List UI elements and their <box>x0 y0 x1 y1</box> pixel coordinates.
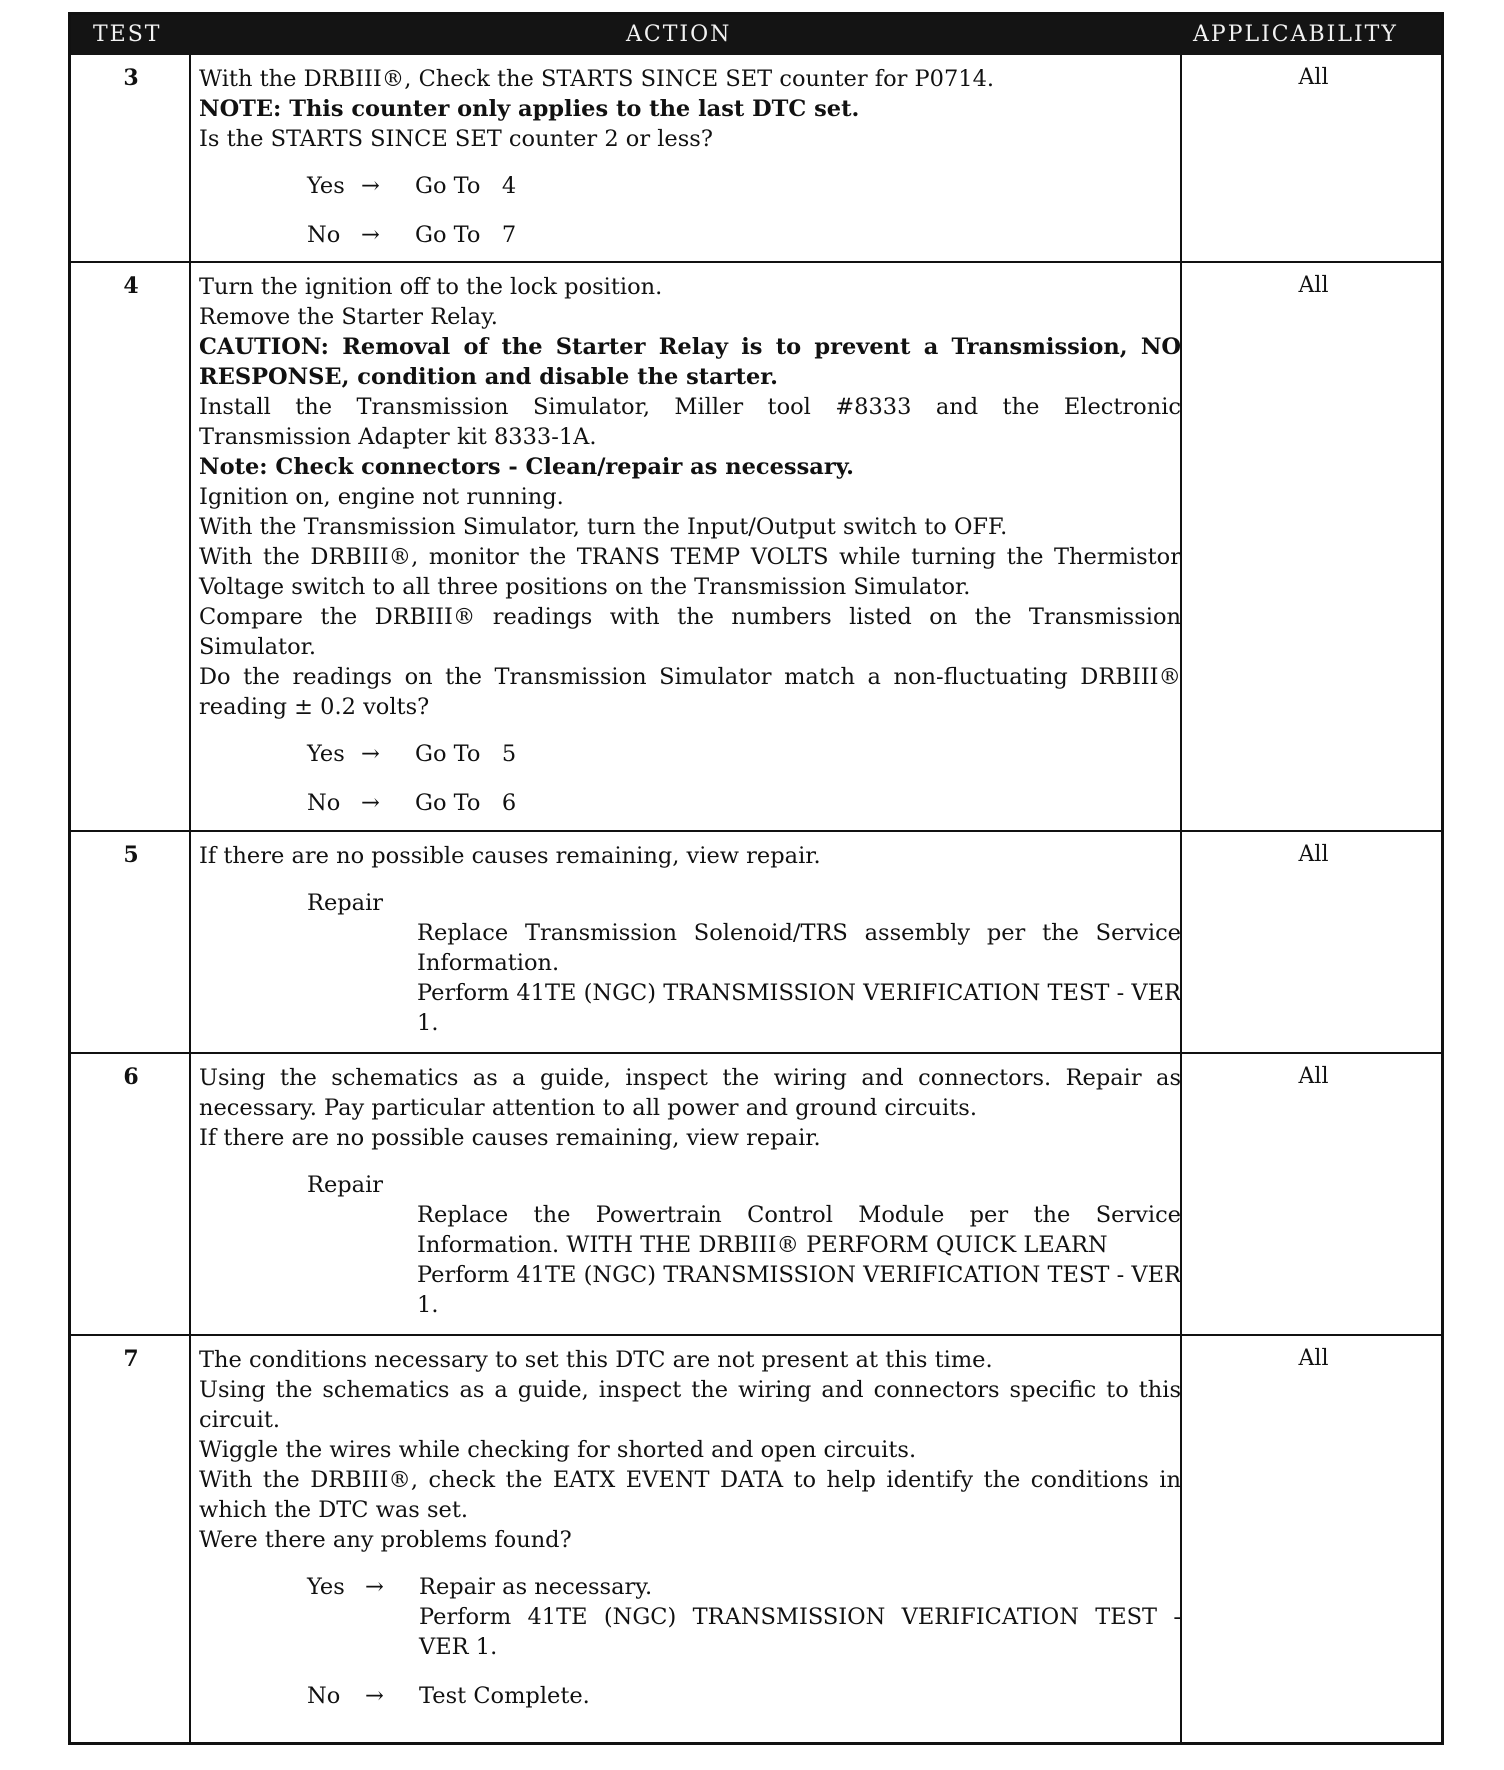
action-cell: If there are no possible causes remaining, view repair. Repair Replace Transmission Solenoid/TRS assembly per the Service Information. Perform 41TE (NGC) TRANSMISSION VERIFICATION TEST - VER 1. <box>199 843 1181 1036</box>
yes-option: Yes → Repair as necessary. Perform 41TE (NGC) TRANSMISSION VERIFICATION TEST - VER 1. <box>307 1574 1181 1660</box>
action-cell: The conditions necessary to set this DTC are not present at this time. Using the schematics as a guide, inspect the wiring and connectors specific to this circuit. Wiggle the wires while checking for shorted and open circuits. With the DRBIII®, check the EATX EVENT DATA to help identify the conditions in which the DTC was set. Were there any problems found? Yes → Repair as necessary. Perform 41TE (NGC) TRANSMISSION VERIFICATION TEST - VER 1. No → Test Complete. <box>199 1347 1181 1709</box>
yes-no-options <box>307 739 1181 837</box>
yes-no-options <box>307 171 1181 269</box>
applicability-cell: All <box>1298 1346 1329 1371</box>
action-cell <box>199 64 1181 269</box>
header-action: ACTION <box>626 22 732 47</box>
applicability-cell: All <box>1298 842 1329 867</box>
action-line: With the DRBIII®, Check the STARTS SINCE SET counter for P0714. <box>199 66 995 92</box>
yes-no-options <box>307 1572 1181 1711</box>
repair-instructions: Replace Transmission Solenoid/TRS assembly per the Service Information. Perform 41TE (NGC) TRANSMISSION VERIFICATION TEST - VER 1. <box>417 920 1181 1036</box>
note-line: Note: Check connectors - Clean/repair as necessary. <box>199 454 854 480</box>
table-row <box>71 261 1441 830</box>
arrow-right-icon: → <box>361 222 380 248</box>
yes-option: Yes → Go To 5 <box>307 741 517 767</box>
yes-option: Yes → Go To 4 <box>307 173 517 199</box>
question-line: Is the STARTS SINCE SET counter 2 or less? <box>199 126 713 152</box>
arrow-right-icon: → <box>361 741 380 767</box>
arrow-right-icon: → <box>361 173 380 199</box>
repair-block <box>307 888 1181 1038</box>
arrow-right-icon: → <box>365 1683 384 1709</box>
table-row <box>71 1334 1441 1742</box>
applicability-cell: All <box>1298 65 1329 90</box>
question-line: Were there any problems found? <box>199 1527 572 1553</box>
table-row <box>71 1052 1441 1334</box>
arrow-right-icon: → <box>365 1574 384 1600</box>
no-option: No → Go To 6 <box>307 790 517 816</box>
test-number: 5 <box>123 842 139 868</box>
table-row <box>71 55 1441 261</box>
test-number: 6 <box>123 1064 139 1090</box>
repair-instructions: Replace the Powertrain Control Module per the Service Information. WITH THE DRBIII® PERFORM QUICK LEARN Perform 41TE (NGC) TRANSMISSION VERIFICATION TEST - VER 1. <box>417 1202 1181 1318</box>
table-row <box>71 830 1441 1052</box>
note-line: NOTE: This counter only applies to the last DTC set. <box>199 96 860 122</box>
header-applicability: APPLICABILITY <box>1193 22 1398 47</box>
diagnostic-table <box>68 12 1444 1745</box>
caution-line: CAUTION: Removal of the Starter Relay is to prevent a Transmission, NO RESPONSE, condition and disable the starter. <box>199 334 1181 390</box>
table-header <box>71 15 1441 55</box>
no-option: No → Test Complete. <box>307 1683 590 1709</box>
test-number: 7 <box>123 1346 139 1372</box>
repair-label: Repair <box>307 1172 384 1198</box>
header-test: TEST <box>93 22 162 47</box>
question-line: Do the readings on the Transmission Simulator match a non-fluctuating DRBIII® reading ± 0.2 volts? <box>199 664 1181 720</box>
no-option: No → Go To 7 <box>307 222 517 248</box>
repair-block <box>307 1170 1181 1320</box>
action-cell: Turn the ignition off to the lock position. Remove the Starter Relay. CAUTION: Removal of the Starter Relay is to prevent a Transmission, NO RESPONSE, condition and disable the starter. Install the Transmission Simulator, Miller tool #8333 and the Electronic Transmission Adapter kit 8333-1A. Note: Check connectors - Clean/repair as necessary. Ignition on, engine not running. With the Transmission Simulator, turn the Input/Output switch to OFF. With the DRBIII®, monitor the TRANS TEMP VOLTS while turning the Thermistor Voltage switch to all three positions on the Transmission Simulator. Compare the DRBIII® readings with the numbers listed on the Transmission Simulator. Do the readings on the Transmission Simulator match a non-fluctuating DRBIII® reading ± 0.2 volts? Yes → Go To 5 No → Go To 6 <box>199 272 1181 837</box>
test-number: 3 <box>123 65 139 91</box>
applicability-cell: All <box>1298 1064 1329 1089</box>
arrow-right-icon: → <box>361 790 380 816</box>
applicability-cell: All <box>1298 273 1329 298</box>
test-number: 4 <box>123 273 139 299</box>
action-cell: Using the schematics as a guide, inspect the wiring and connectors. Repair as necessary. Pay particular attention to all power and ground circuits. If there are no possible causes remaining, view repair. Repair Replace the Powertrain Control Module per the Service Information. WITH THE DRBIII® PERFORM QUICK LEARN Perform 41TE (NGC) TRANSMISSION VERIFICATION TEST - VER 1. <box>199 1065 1181 1318</box>
repair-label: Repair <box>307 890 384 916</box>
